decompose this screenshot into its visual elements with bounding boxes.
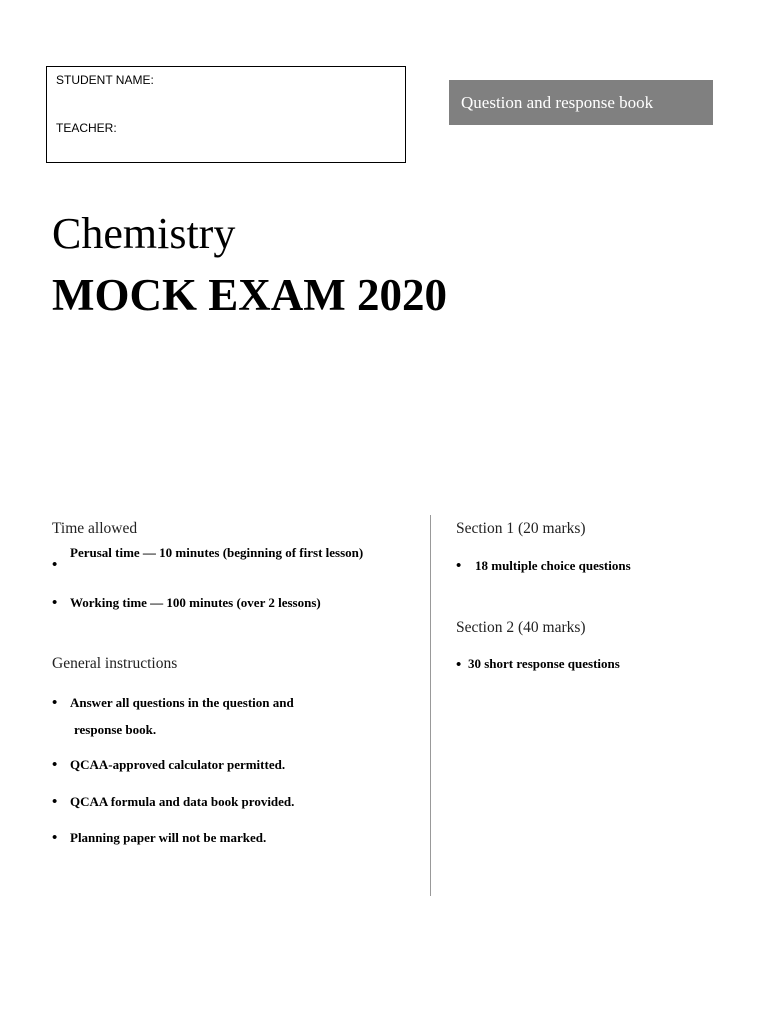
list-item (456, 558, 756, 578)
list-item (52, 830, 422, 850)
working-time-text: Working time — 100 minutes (over 2 lessons) (70, 595, 321, 610)
instruction-text: Answer all questions in the question and (70, 695, 294, 710)
student-details-box (46, 66, 406, 163)
bullet-icon: • (52, 557, 58, 573)
section-1-heading: Section 1 (20 marks) (456, 520, 586, 537)
instruction-text: response book. (74, 722, 157, 737)
instruction-text: Planning paper will not be marked. (70, 830, 267, 845)
section-1-item: 18 multiple choice questions (475, 558, 631, 573)
list-item (52, 695, 422, 715)
bullet-icon: • (456, 657, 462, 673)
list-item-continuation (52, 722, 422, 742)
general-instructions-heading: General instructions (52, 655, 178, 672)
exam-title: MOCK EXAM 2020 (52, 270, 447, 320)
bullet-icon: • (52, 830, 58, 846)
time-allowed-heading: Time allowed (52, 520, 138, 537)
question-response-book-banner: Question and response book (449, 80, 713, 125)
column-divider (430, 515, 431, 896)
section-2-heading: Section 2 (40 marks) (456, 619, 586, 636)
section-2-item: 30 short response questions (468, 656, 620, 671)
instruction-text: QCAA formula and data book provided. (70, 794, 295, 809)
teacher-label: TEACHER: (56, 121, 117, 135)
student-name-label: STUDENT NAME: (56, 73, 154, 87)
bullet-icon: • (52, 794, 58, 810)
list-item (52, 545, 422, 575)
list-item (456, 656, 756, 676)
bullet-icon: • (52, 695, 58, 711)
perusal-time-text: Perusal time — 10 minutes (beginning of first lesson) (70, 545, 364, 560)
bullet-icon: • (456, 558, 462, 574)
bullet-icon: • (52, 757, 58, 773)
instruction-text: QCAA-approved calculator permitted. (70, 757, 286, 772)
subject-title: Chemistry (52, 209, 236, 258)
bullet-icon: • (52, 595, 58, 611)
list-item (52, 794, 422, 814)
list-item (52, 757, 422, 777)
list-item (52, 595, 422, 615)
